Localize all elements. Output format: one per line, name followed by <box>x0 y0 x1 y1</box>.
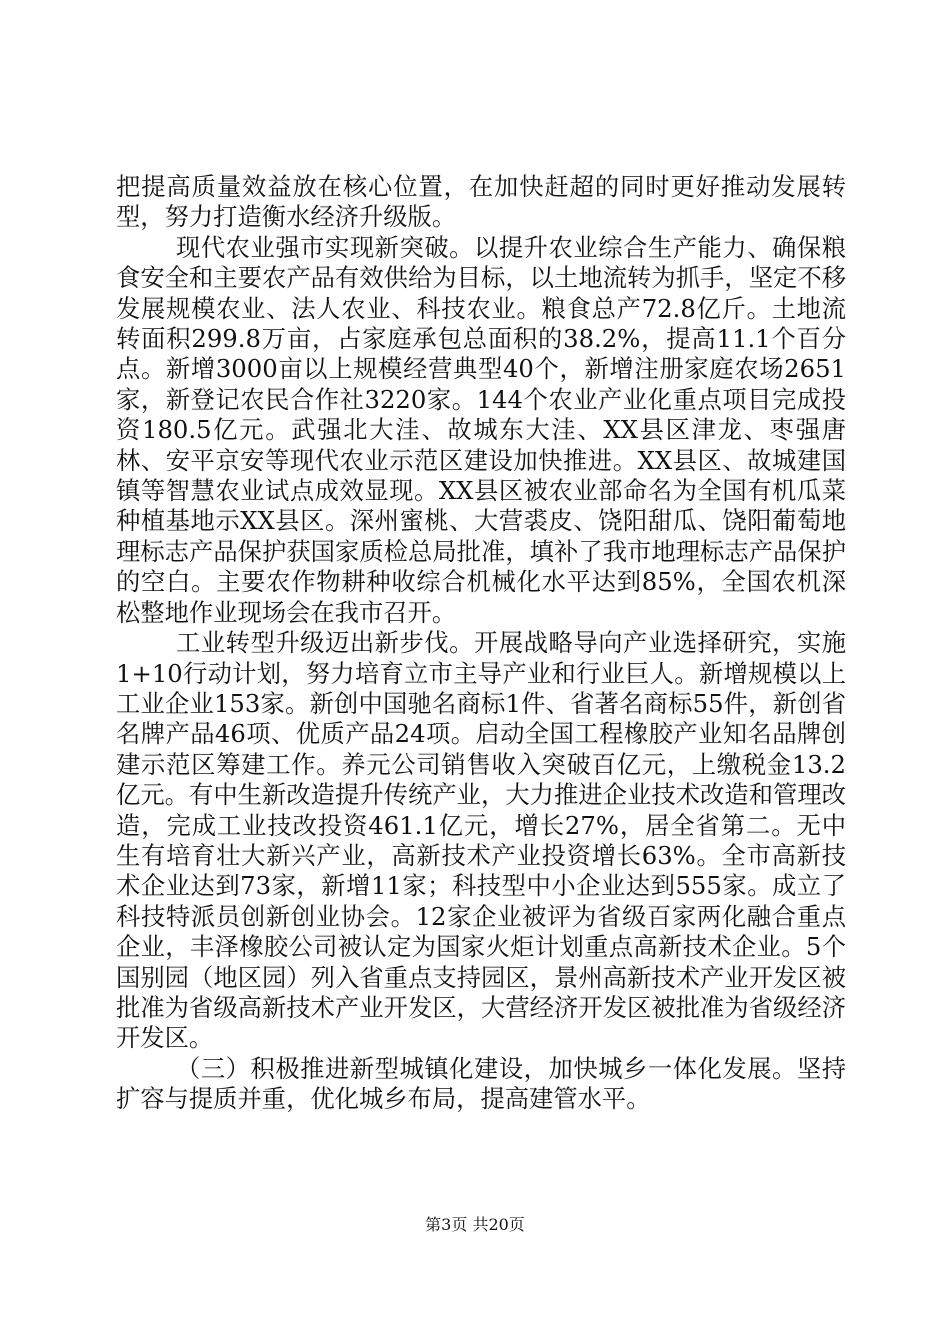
paragraph-agriculture: 现代农业强市实现新突破。以提升农业综合生产能力、确保粮食安全和主要农产品有效供给为目标，以土地流转为抓手，坚定不移发展规模农业、法人农业、科技农业。粮食总产72.8亿斤。土地流转面积299.8万亩，占家庭承包总面积的38.2%，提高11.1个百分点。新增3000亩以上规模经营典型40个，新增注册家庭农场2651家，新登记农民合作社3220家。144个农业产业化重点项目完成投资180.5亿元。武强北大洼、故城东大洼、XX县区津龙、枣强唐林、安平京安等现代农业示范区建设加快推进。XX县区、故城建国镇等智慧农业试点成效显现。XX县区被农业部命名为全国有机瓜菜种植基地示XX县区。深州蜜桃、大营裘皮、饶阳甜瓜、饶阳葡萄地理标志产品保护获国家质检总局批准，填补了我市地理标志产品保护的空白。主要农作物耕种收综合机械化水平达到85%，全国农机深松整地作业现场会在我市召开。 <box>116 232 846 627</box>
page-number-footer: 第3页 共20页 <box>425 1215 525 1234</box>
paragraph-intro: 把提高质量效益放在核心位置，在加快赶超的同时更好推动发展转型，努力打造衡水经济升级版。 <box>116 172 846 232</box>
document-body <box>116 172 846 1115</box>
paragraph-urbanization: （三）积极推进新型城镇化建设，加快城乡一体化发展。坚持扩容与提质并重，优化城乡布局，提高建管水平。 <box>116 1053 846 1114</box>
paragraph-industry: 工业转型升级迈出新步伐。开展战略导向产业选择研究，实施1+10行动计划，努力培育立市主导产业和行业巨人。新增规模以上工业企业153家。新创中国驰名商标1件、省著名商标55件，新创省名牌产品46项、优质产品24项。启动全国工程橡胶产业知名品牌创建示范区筹建工作。养元公司销售收入突破百亿元，上缴税金13.2亿元。有中生新改造提升传统产业，大力推进企业技术改造和管理改造，完成工业技改投资461.1亿元，增长27%，居全省第二。无中生有培育壮大新兴产业，高新技术产业投资增长63%。全市高新技术企业达到73家，新增11家；科技型中小企业达到555家。成立了科技特派员创新创业协会。12家企业被评为省级百家两化融合重点企业，丰泽橡胶公司被认定为国家火炬计划重点高新技术企业。5个国别园（地区园）列入省重点支持园区，景州高新技术产业开发区被批准为省级高新技术产业开发区，大营经济开发区被批准为省级经济开发区。 <box>116 628 846 1053</box>
